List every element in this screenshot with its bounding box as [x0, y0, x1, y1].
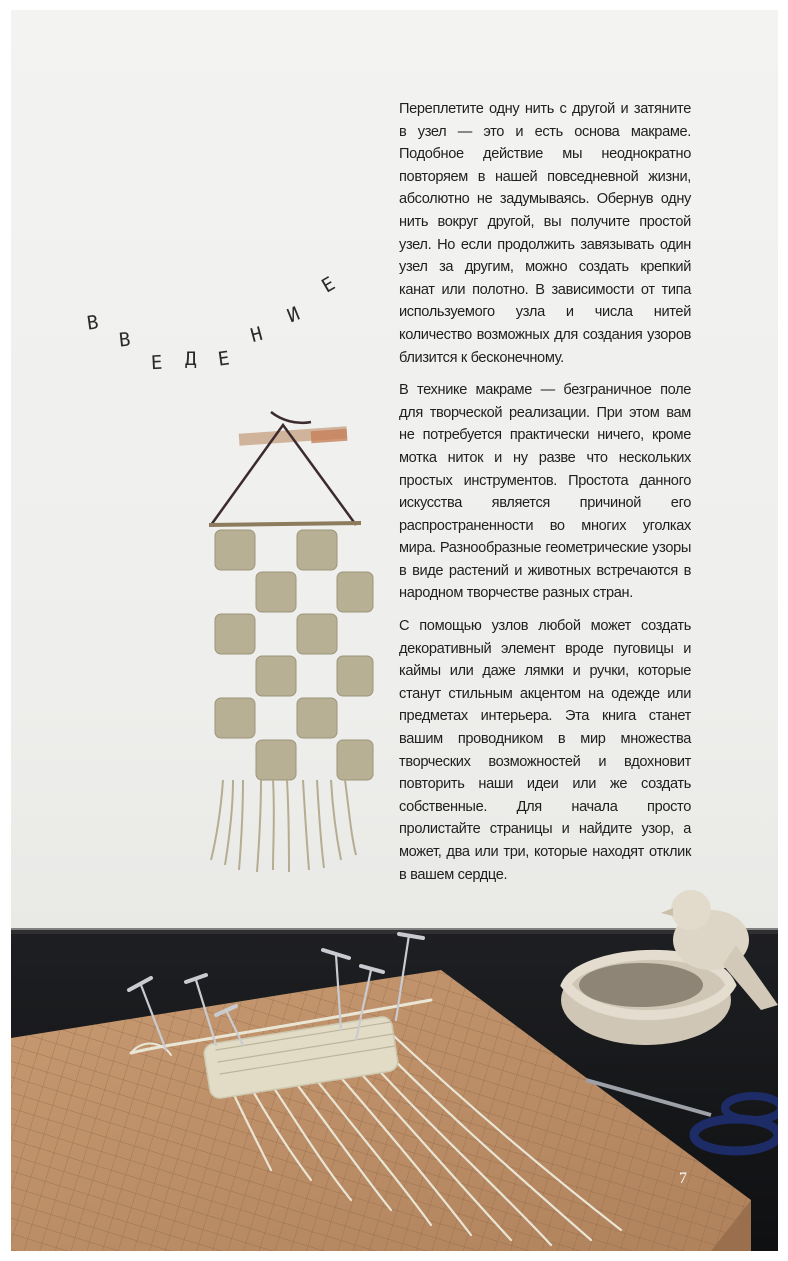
wall-hanging [209, 412, 373, 872]
title-letter: Е [216, 347, 231, 371]
title-letter: Д [185, 348, 197, 370]
paragraph: В технике макраме — безграничное поле для творческой реализации. При этом вам не потребуется практически ничего, кроме мотка ниток и ну разве что нескольких простых инструментов. Простота данного искусства является причиной его распространенности во многих уголках мира. Разнообразные геометрические узоры в виде растений и животных встречаются в народном творчестве разных стран. [399, 382, 691, 602]
paragraph: Переплетите одну нить с другой и затяните в узел — это и есть основа макраме. Подобное действие мы неоднократно повторяем в нашей повседневной жизни, абсолютно не задумываясь. Обернув одну нить вокруг другой, вы получите простой узел. Но если продолжить завязывать один узел за другим, можно создать крепкий канат или полотно. В зависимости от типа используемого узла и числа нитей количество возможных для создания узоров близится к бесконечному. [399, 101, 691, 366]
title-letter: Е [150, 351, 163, 375]
book-page [11, 10, 778, 1251]
intro-text [399, 98, 691, 896]
paragraph: С помощью узлов любой может создать декоративный элемент вроде пуговицы и каймы или даже лямки и ручки, которые станут стильным акцентом на одежде или предметах интерьера. Эта книга станет вашим проводником в мир множества творческих возможностей и вдохновит повторить наши идеи или же создать собственные. Для начала просто пролистайте страницы и найдите узор, а может, два или три, которые находят отклик в вашем сердце. [399, 618, 691, 883]
title-letter: В [85, 311, 100, 335]
title-letter: Н [248, 322, 265, 348]
title-letter: Е [318, 272, 339, 298]
title-letter: И [284, 302, 303, 328]
title-letter: В [117, 328, 132, 352]
page-number: 7 [679, 1170, 687, 1187]
